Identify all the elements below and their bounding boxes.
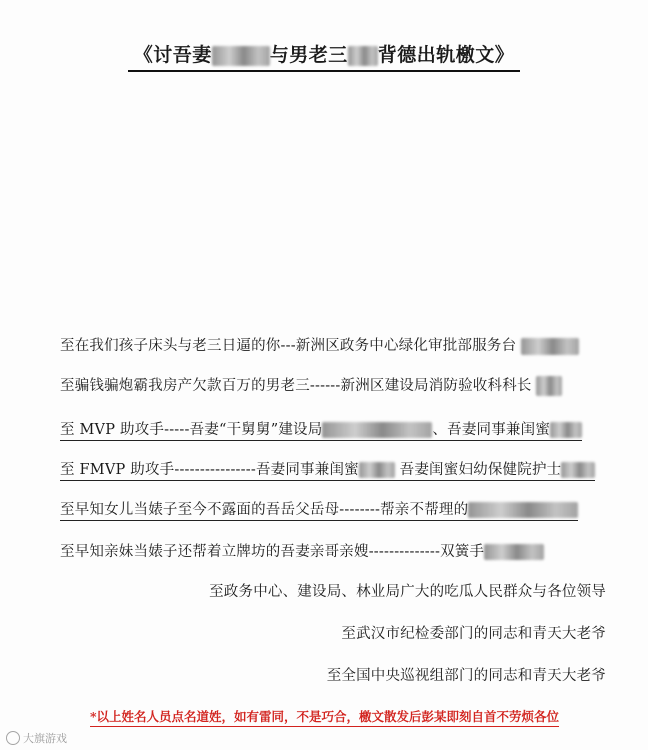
redaction-blur (322, 422, 432, 438)
address-line-8: 至武汉市纪检委部门的同志和青天大老爷 (341, 626, 606, 642)
redaction-blur (484, 544, 544, 560)
address-line-2: 至骗钱骗炮霸我房产欠款百万的男老三------新洲区建设局消防验收科科长 (60, 374, 562, 396)
redaction-blur (348, 46, 378, 66)
redaction-blur (212, 46, 270, 66)
redaction-blur (550, 422, 582, 438)
watermark-logo-icon (6, 731, 20, 745)
redaction-blur (561, 462, 595, 478)
address-line-5: 至早知女儿当婊子至今不露面的吾岳父岳母--------帮亲不帮理的 (60, 498, 578, 521)
redaction-blur (536, 376, 562, 396)
title-part-3: 背德出轨檄文》 (377, 44, 515, 66)
document-title (0, 40, 648, 72)
watermark (6, 730, 67, 746)
address-line-3: 至 MVP 助攻手-----吾妻“干舅舅”建设局 、吾妻同事兼闺蜜 (60, 418, 582, 441)
red-notice: *以上姓名人员点名道姓，如有雷同，不是巧合，檄文散发后彭某即刻自首不劳烦各位 (90, 707, 559, 727)
watermark-text: 大旗游戏 (23, 732, 67, 745)
redaction-blur (521, 338, 579, 355)
redaction-blur (468, 502, 578, 518)
redaction-blur (359, 462, 395, 478)
title-part-2: 与男老三 (269, 44, 348, 66)
address-line-9: 至全国中央巡视组部门的同志和青天大老爷 (326, 668, 606, 684)
address-line-6: 至早知亲妹当婊子还帮着立牌坊的吾妻亲哥亲嫂--------------双簧手 (60, 540, 544, 561)
address-line-4: 至 FMVP 助攻手----------------吾妻同事兼闺蜜 吾妻闺蜜妇幼保健院护士 (60, 458, 595, 481)
title-part-1: 《讨吾妻 (133, 44, 212, 66)
address-line-7: 至政务中心、建设局、林业局广大的吃瓜人民群众与各位领导 (209, 584, 606, 600)
address-line-1: 至在我们孩子床头与老三日逼的你---新洲区政务中心绿化审批部服务台 (60, 334, 579, 355)
